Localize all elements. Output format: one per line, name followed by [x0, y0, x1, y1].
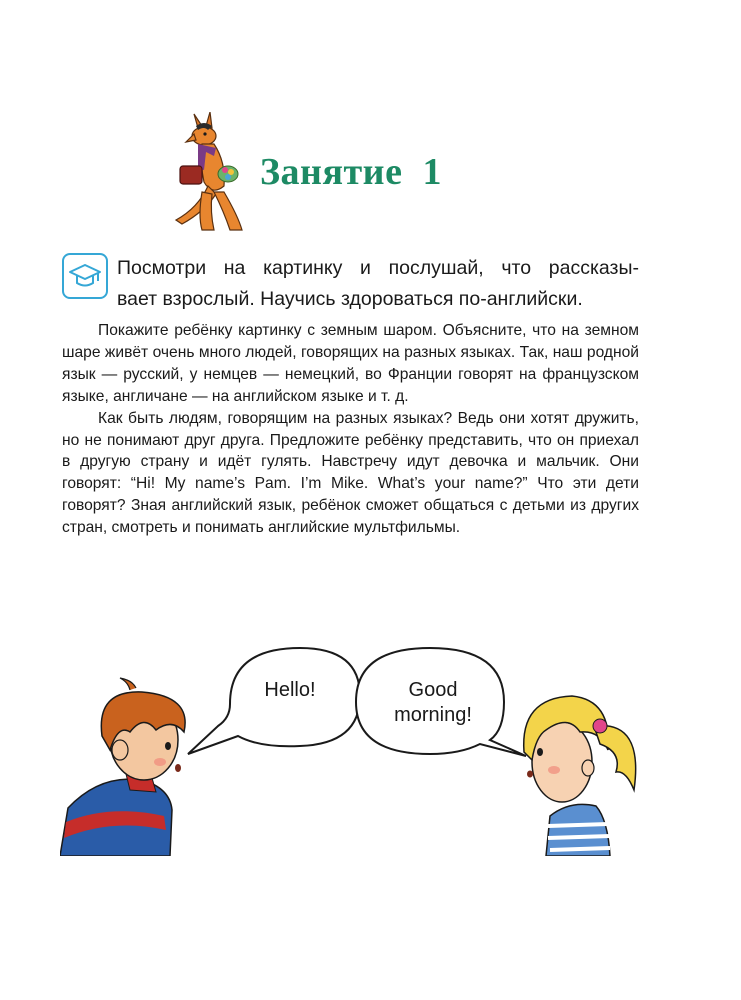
teacher-note-paragraph: Как быть людям, говорящим на разных языках? Ведь они хотят дружить, но не понимают друг друга. Предложите ребёнку представить, что он приехал в другую страну и идёт гулять. Навстречу идут девочка и мальчик. Они говорят: “Hi! My name’s Pam. I’m Mike. What’s your name?” Что эти дети говорят? Зная английский язык, ребёнок сможет общаться с детьми из других стран, смотреть и понимать английские мультфильмы. — [62, 409, 639, 537]
task-instruction — [117, 253, 639, 315]
lesson-title: Занятие 1 — [260, 151, 442, 193]
girl-speech-line-1: Good — [408, 679, 458, 701]
kangaroo-mascot-illustration — [168, 112, 260, 234]
girl-illustration — [524, 696, 636, 856]
greeting-illustration — [60, 640, 660, 856]
boy-illustration — [60, 678, 185, 856]
graduation-cap-icon — [62, 253, 108, 299]
boy-speech-text: Hello! — [264, 679, 316, 701]
task-line-2: вает взрослый. Научись здороваться по-английски. — [117, 288, 583, 310]
task-line-1: Посмотри на картинку и послушай, что рассказы- — [117, 257, 639, 279]
girl-speech-text — [368, 678, 498, 728]
teacher-note-paragraph: Покажите ребёнку картинку с земным шаром. Объясните, что на земном шаре живёт очень много людей, говорящих на разных языках. Так, наш родной язык — русский, у немцев — немецкий, во Франции говорят на французском языке, англичане — на английском языке и т. д. — [62, 322, 639, 405]
girl-speech-line-2: morning! — [394, 704, 472, 726]
teacher-note — [62, 320, 639, 539]
